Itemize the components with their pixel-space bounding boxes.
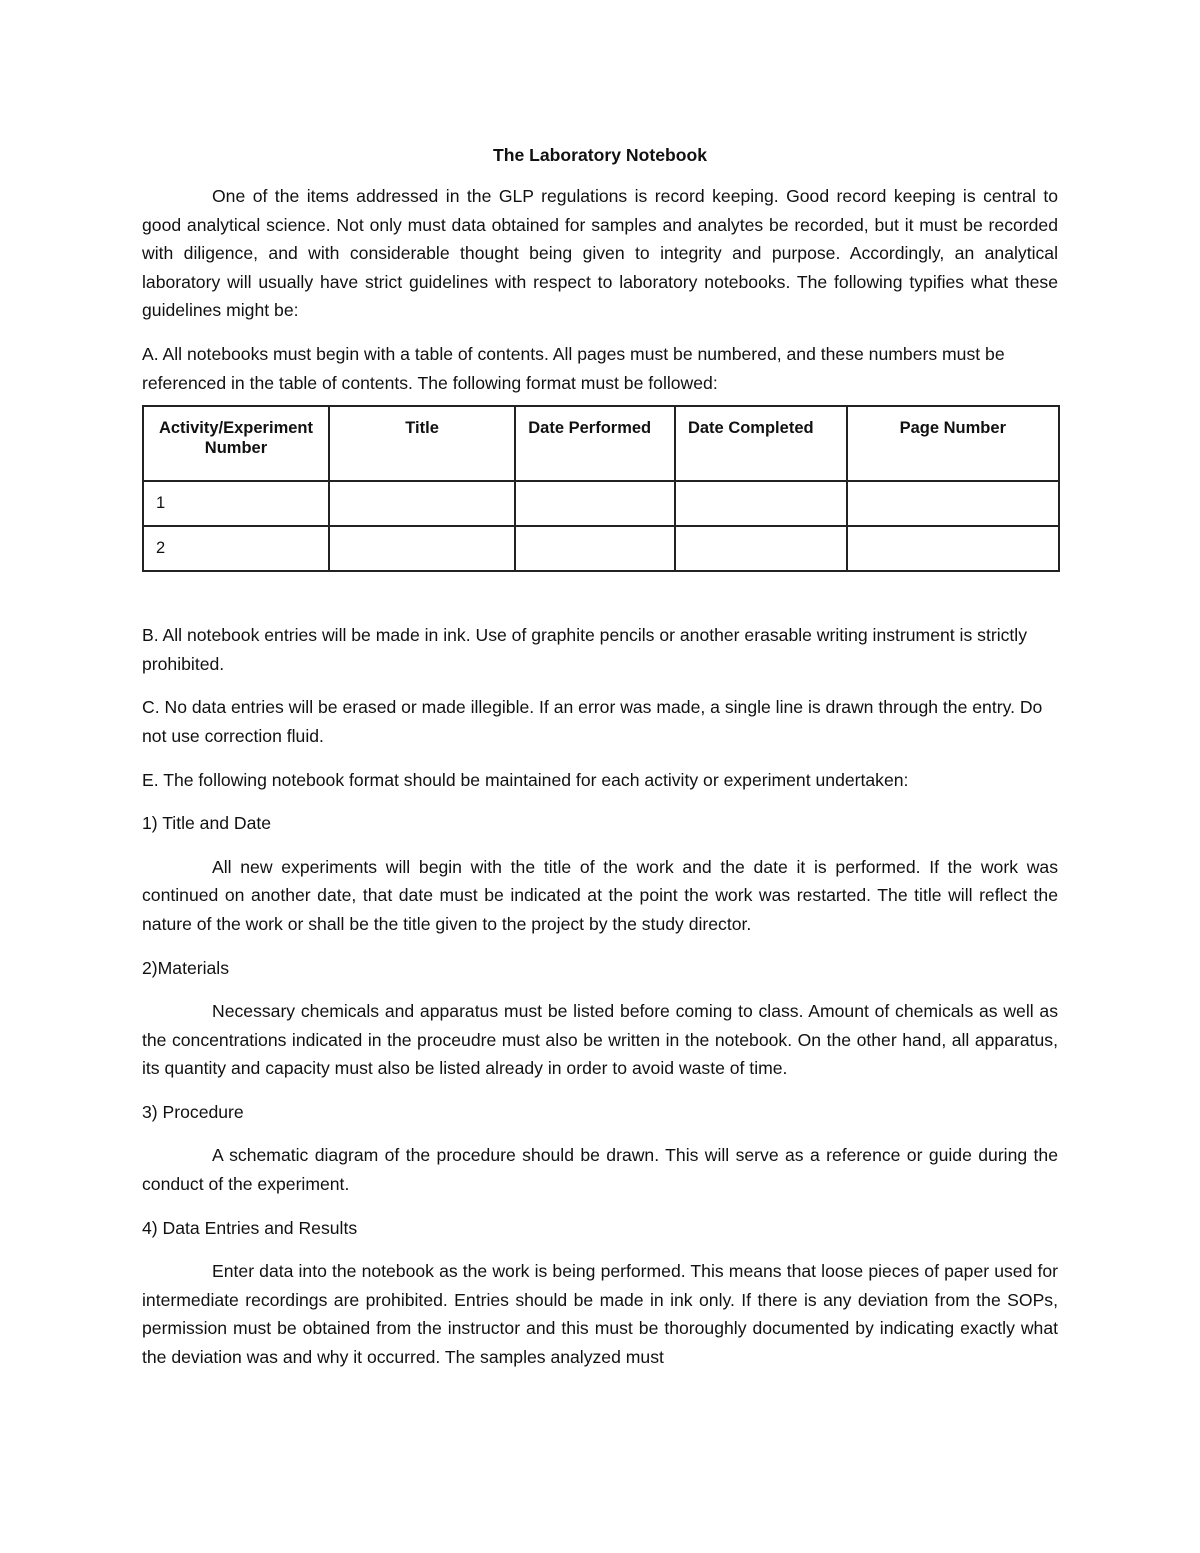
table-cell: [515, 526, 675, 571]
table-cell: [847, 481, 1059, 526]
section-body-title-and-date: All new experiments will begin with the title of the work and the date it is performed. If the work was continued on another date, that date must be indicated at the point the work was restarted. The title will reflect the nature of the work or shall be the title given to the project by the study director.: [142, 856, 1058, 934]
table-cell: 1: [143, 481, 329, 526]
item-a-paragraph: A. All notebooks must begin with a table of contents. All pages must be numbered, and these numbers must be referenced in the table of contents. The following format must be followed:: [142, 343, 1005, 393]
table-cell: [515, 481, 675, 526]
section-body-materials: Necessary chemicals and apparatus must be listed before coming to class. Amount of chemicals as well as the concentrations indicated in the proceudre must also be written in the notebook. On the other hand, all apparatus, its quantity and capacity must also be listed already in order to avoid waste of time.: [142, 1001, 1058, 1079]
section-heading-data-entries: 4) Data Entries and Results: [142, 1217, 358, 1238]
table-row: [143, 481, 1059, 526]
table-of-contents-format: [142, 405, 1060, 572]
section-body-data-entries: Enter data into the notebook as the work is being performed. This means that loose pieces of paper used for intermediate recordings are prohibited. Entries should be made in ink only. If there is any deviation from the SOPs, permission must be obtained from the instructor and this must be thoroughly documented by indicating exactly what the deviation was and why it occurred. The samples analyzed must: [142, 1261, 1058, 1368]
item-e-paragraph: E. The following notebook format should be maintained for each activity or experiment undertaken:: [142, 769, 909, 790]
intro-paragraph: One of the items addressed in the GLP regulations is record keeping. Good record keeping is central to good analytical science. Not only must data obtained for samples and analytes be recorded, but it must be recorded with diligence, and with considerable thought being given to integrity and purpose. Accordingly, an analytical laboratory will usually have strict guidelines with respect to laboratory notebooks. The following typifies what these guidelines might be:: [142, 186, 1058, 321]
table-cell: [675, 481, 847, 526]
table-cell: 2: [143, 526, 329, 571]
item-b-paragraph: B. All notebook entries will be made in ink. Use of graphite pencils or another erasable writing instrument is strictly prohibited.: [142, 625, 1027, 674]
section-heading-materials: 2)Materials: [142, 957, 230, 978]
table-row: [143, 526, 1059, 571]
table-cell: [329, 526, 515, 571]
item-c-paragraph: C. No data entries will be erased or made illegible. If an error was made, a single line is drawn through the entry. Do not use correction fluid.: [142, 697, 1043, 746]
column-header-date-completed: Date Completed: [675, 406, 847, 481]
table-cell: [329, 481, 515, 526]
table-cell: [675, 526, 847, 571]
section-heading-title-and-date: 1) Title and Date: [142, 813, 272, 834]
document-title: The Laboratory Notebook: [492, 145, 708, 165]
column-header-activity-number: Activity/Experiment Number: [143, 406, 329, 481]
table-header-row: [143, 406, 1059, 481]
section-heading-procedure: 3) Procedure: [142, 1101, 244, 1122]
table-cell: [847, 526, 1059, 571]
section-body-procedure: A schematic diagram of the procedure should be drawn. This will serve as a reference or guide during the conduct of the experiment.: [142, 1145, 1058, 1195]
document-page: [142, 142, 1058, 1387]
column-header-date-performed: Date Performed: [515, 406, 675, 481]
column-header-page-number: Page Number: [847, 406, 1059, 481]
column-header-title: Title: [329, 406, 515, 481]
